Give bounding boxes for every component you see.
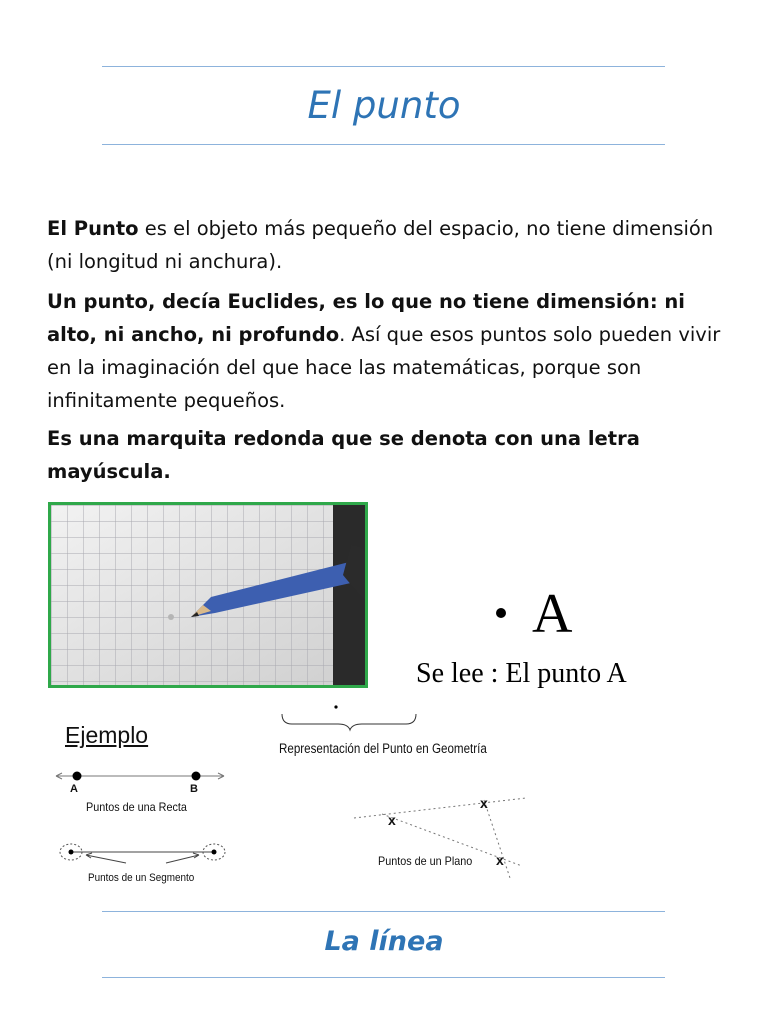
plane-point-1: x <box>388 812 396 828</box>
point-a-letter: A <box>532 583 573 645</box>
title-rule-bottom <box>102 144 665 145</box>
plane-caption: Puntos de un Plano <box>378 854 473 868</box>
line-point-b-label: B <box>190 783 198 795</box>
next-heading-rule-bottom <box>102 977 665 978</box>
representation-caption: Representación del Punto en Geometría <box>279 741 487 756</box>
page-title: El punto <box>307 84 461 127</box>
paragraph-1-text: es el objeto más pequeño del espacio, no tiene dimensión (ni longitud ni anchura). <box>47 217 714 273</box>
paragraph-1-bold: El Punto <box>47 217 139 240</box>
paragraph-3-bold: Es una marquita redonda que se denota con una letra mayúscula. <box>47 427 640 483</box>
paragraph-2-text: . Así que esos puntos solo pueden vivir en la imaginación del que hace las matemáticas, porque son infinitamente pequeños. <box>47 323 721 412</box>
title-rule-top <box>102 66 665 67</box>
line-point-a-label: A <box>70 783 78 795</box>
next-heading-rule-top <box>102 911 665 912</box>
paragraph-3 <box>47 422 687 488</box>
point-reading: Se lee : El punto A <box>416 658 627 689</box>
segment-caption: Puntos de un Segmento <box>88 872 195 884</box>
segment-drawing <box>56 838 232 874</box>
plane-point-2: x <box>480 795 488 811</box>
point-a-dot <box>496 608 506 618</box>
next-heading: La línea <box>324 926 444 957</box>
line-caption: Puntos de una Recta <box>86 800 187 814</box>
line-points-drawing <box>52 766 230 786</box>
pencil-grid-photo <box>48 502 368 688</box>
paragraph-2-bold: Un punto, decía Euclides, es lo que no tiene dimensión: ni alto, ni ancho, ni profundo <box>47 290 685 346</box>
pencil-grid-drawing <box>51 505 365 685</box>
representation-brace <box>278 700 423 732</box>
example-label: Ejemplo <box>65 722 149 748</box>
paragraph-2 <box>47 285 737 417</box>
plane-drawing <box>352 790 538 882</box>
plane-point-3: x <box>496 852 504 868</box>
paragraph-1 <box>47 212 737 278</box>
